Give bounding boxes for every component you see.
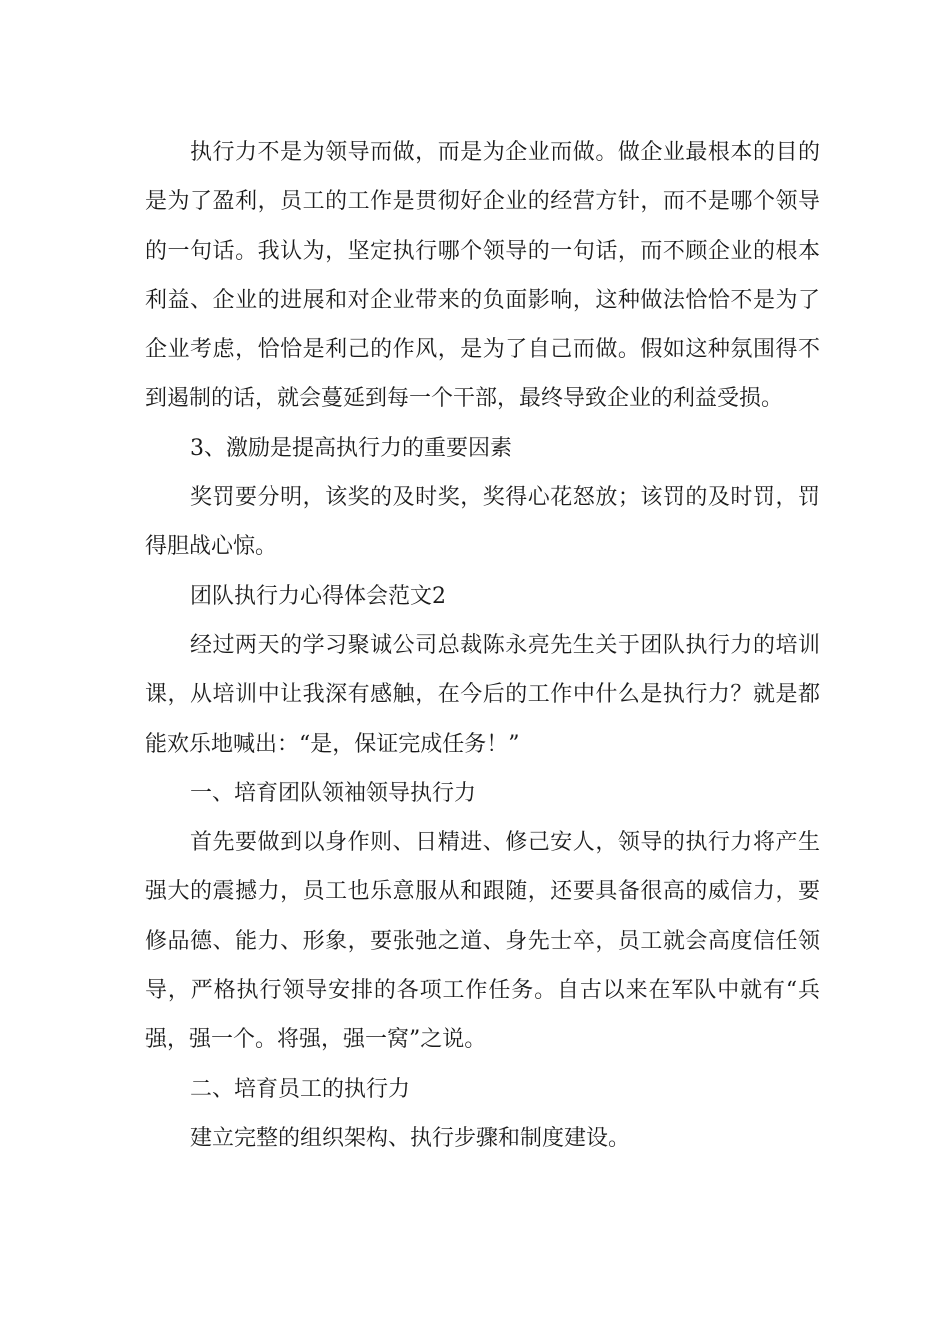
paragraph-organization-structure: 建立完整的组织架构、执行步骤和制度建设。: [190, 1125, 631, 1151]
heading-leader-execution: 一、培育团队领袖领导执行力: [190, 780, 477, 806]
paragraph-training-intro: 经过两天的学习聚诚公司总裁陈永亮先生关于团队执行力的培训课，从培训中让我深有感触，在今后的工作中什么是执行力？就是都能欢乐地喊出：“是，保证完成任务！”: [145, 632, 820, 757]
paragraph-execution-for-enterprise: 执行力不是为领导而做，而是为企业而做。做企业最根本的目的是为了盈利，员工的工作是贯彻好企业的经营方针，而不是哪个领导的一句话。我认为，坚定执行哪个领导的一句话，而不顾企业的根本利益、企业的进展和对企业带来的负面影响，这种做法恰恰不是为了企业考虑，恰恰是利己的作风，是为了自己而做。假如这种氛围得不到遏制的话，就会蔓延到每一个干部，最终导致企业的利益受损。: [145, 140, 820, 412]
heading-employee-execution: 二、培育员工的执行力: [190, 1076, 411, 1102]
heading-incentive: 3、激励是提高执行力的重要因素: [190, 435, 512, 461]
paragraph-lead-by-example: 首先要做到以身作则、日精进、修己安人，领导的执行力将产生强大的震撼力，员工也乐意服从和跟随，还要具备很高的威信力，要修品德、能力、形象，要张弛之道、身先士卒，员工就会高度信任领导，严格执行领导安排的各项工作任务。自古以来在军队中就有“兵强，强一个。将强，强一窝”之说。: [145, 830, 820, 1053]
paragraph-rewards-punishments: 奖罚要分明，该奖的及时奖，奖得心花怒放；该罚的及时罚，罚得胆战心惊。: [145, 485, 820, 560]
heading-sample-essay-2: 团队执行力心得体会范文2: [190, 583, 446, 609]
document-body: [145, 128, 820, 1163]
